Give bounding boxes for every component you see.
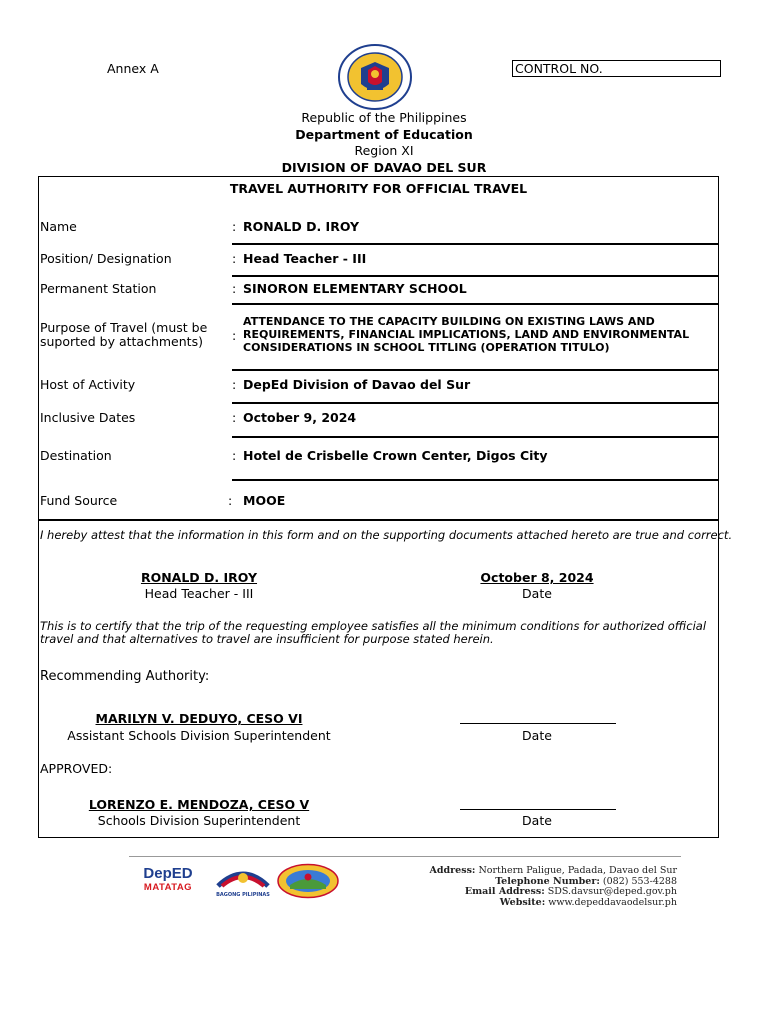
footer-divider: [129, 856, 681, 857]
field-underline: [232, 303, 718, 305]
form-title: TRAVEL AUTHORITY FOR OFFICIAL TRAVEL: [229, 181, 528, 196]
host-label: Host of Activity: [40, 377, 136, 392]
approve-date-label: Date: [522, 813, 552, 828]
email-link[interactable]: SDS.davsur@deped.gov.ph: [547, 886, 677, 897]
attestation-text: I hereby attest that the information in this form and on the supporting documents attached hereto are true and correct.: [40, 528, 733, 542]
republic-line: Republic of the Philippines: [301, 110, 467, 125]
fund-value: MOOE: [243, 493, 286, 508]
position-label: Position/ Designation: [40, 251, 172, 266]
fund-label: Fund Source: [40, 493, 118, 508]
footer-contact: Address: Northern Paligue, Padada, Davao del Sur Telephone Number: (082) 553-4288 Email Address: SDS.davsur@deped.gov.ph Website: www.depeddavaodelsur.ph: [429, 865, 677, 908]
recommend-date-label: Date: [522, 728, 552, 743]
field-underline: [232, 243, 718, 245]
date-blank-line: [460, 809, 616, 810]
name-value: RONALD D. IROY: [243, 219, 360, 234]
date-blank-line: [460, 723, 616, 724]
name-label: Name: [40, 219, 77, 234]
station-value: SINORON ELEMENTARY SCHOOL: [243, 281, 467, 296]
request-date: October 8, 2024: [480, 570, 594, 585]
colon: :: [232, 281, 237, 296]
certification-text: This is to certify that the trip of the requesting employee satisfies all the minimum conditions for authorized official travel and that alternatives to travel are insufficient for purpose stated herein.: [40, 619, 707, 646]
host-value: DepEd Division of Davao del Sur: [243, 377, 471, 392]
destination-label: Destination: [40, 448, 112, 463]
colon: :: [232, 328, 237, 343]
deped-matatag-logo: [136, 866, 200, 898]
division-seal-icon: [276, 863, 340, 899]
recommender-title: Assistant Schools Division Superintendent: [67, 728, 331, 743]
department-line: Department of Education: [295, 127, 473, 142]
purpose-label: Purpose of Travel (must be suported by attachments): [40, 320, 208, 349]
field-underline: [232, 436, 718, 438]
field-underline: [232, 479, 718, 481]
matatag-logo-text: MATATAG: [143, 882, 193, 893]
approver-name: LORENZO E. MENDOZA, CESO V: [88, 797, 310, 812]
division-line: DIVISION OF DAVAO DEL SUR: [281, 160, 487, 175]
colon: :: [232, 377, 237, 392]
colon: :: [232, 219, 237, 234]
annex-label: Annex A: [107, 61, 159, 76]
colon: :: [232, 251, 237, 266]
address-value: Northern Paligue, Padada, Davao del Sur: [478, 865, 677, 876]
colon: :: [232, 410, 237, 425]
field-underline: [232, 402, 718, 404]
section-divider: [39, 519, 718, 521]
deped-logo-icon: DepED: [143, 865, 193, 882]
field-underline: [232, 369, 718, 371]
dates-label: Inclusive Dates: [40, 410, 136, 425]
approved-label: APPROVED:: [40, 761, 113, 776]
dates-value: October 9, 2024: [243, 410, 357, 425]
travel-authority-form: [38, 176, 733, 838]
position-value: Head Teacher - III: [243, 251, 367, 266]
request-date-label: Date: [522, 586, 552, 601]
bagong-pilipinas-logo-icon: [214, 864, 272, 894]
bagong-pilipinas-text: BAGONG PILIPINAS: [216, 892, 270, 898]
requester-title: Head Teacher - III: [144, 586, 254, 601]
phone-value: (082) 553-4288: [602, 875, 677, 887]
field-underline: [232, 275, 718, 277]
destination-value: Hotel de Crisbelle Crown Center, Digos City: [243, 448, 548, 463]
approver-title: Schools Division Superintendent: [97, 813, 301, 828]
purpose-value: ATTENDANCE TO THE CAPACITY BUILDING ON EXISTING LAWS AND REQUIREMENTS, FINANCIAL IMPLICATIONS, LAND AND ENVIRONMENTAL CONSIDERATIONS IN SCHOOL TITLING (OPERATION TITULO): [243, 315, 690, 354]
website-link[interactable]: www.depeddavaodelsur.ph: [548, 896, 677, 908]
station-label: Permanent Station: [40, 281, 157, 296]
control-number-box[interactable]: CONTROL NO.: [512, 60, 721, 77]
colon: :: [228, 493, 233, 508]
requester-name: RONALD D. IROY: [140, 570, 258, 585]
recommending-label: Recommending Authority:: [40, 669, 210, 684]
deped-seal-icon: [337, 44, 413, 110]
region-line: Region XI: [354, 143, 414, 158]
recommender-name: MARILYN V. DEDUYO, CESO VI: [95, 711, 303, 726]
colon: :: [232, 448, 237, 463]
